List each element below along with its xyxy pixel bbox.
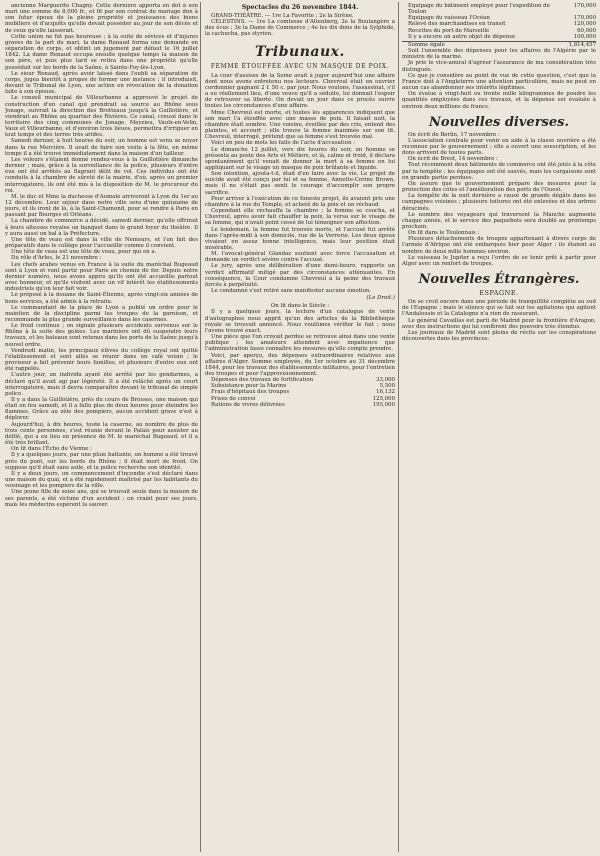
article-paragraph: Aujourd'hui, à dix heures, toute la caserne, au nombre de plus de trois cents personnes, s'est réunie devant le Palais pour assister au défilé, qui a eu lieu en présence de M. le maréchal Bugeaud, et il a été très brillant. [5,421,198,447]
siecle-body [205,309,395,377]
news-paragraph: Tout récemment deux bâtiments de commerce ont été jetés à la côte par la tempête ; les équipages ont été sauvés, mais les cargaisons sont en grande partie perdues. [402,162,596,181]
news-paragraph: La tempête de la nuit dernière a causé de grands dégâts dans les campagnes voisines ; plusieurs toitures ont été enlevées et des arbres déracinés. [402,193,596,212]
column-rule [398,2,399,852]
nouvelles-etrangeres-body [402,299,596,342]
col3-intro [402,48,596,110]
article-paragraph: Samedi dernier, à huit heures du soir, un homme est venu se noyer dans la rue Mercière. Il avait de faire son visite à la fête, en même temps il a été trouvé immédiatement dans la maison d'un tailleur. [5,138,198,157]
article-paragraph: Le conseil municipal de Villeurbanne a approuvé le projet de construction d'un canal qui prendrait sa source au Rhône sous Jonage, suivrait la direction des Brotteaux jusqu'à la Guillotière, et viendrait au Rhône au quartier des Rivières. Ce canal, creusé dans le territoire des cinq communes de Jonage, Meyzieu, Vaulx-en-Velin, Vaux et Villeurbanne, et d'environ trois lieues, permettra d'irriguer en tout temps et des terres très arides. [5,95,198,139]
ledger-row-label: Frais d'hôpitaux des troupes [211,389,290,396]
case-paragraph: Son intention, ajouta-t-il, était d'en faire avec la vie. Le projet de suicide avait été conçu par lui et sa femme, Annette-Corine Brown, mais il ne s'était pas senti le courage d'accomplir son propre sacrifice. [205,171,395,196]
ledger-row-amount: 195,000 [372,401,395,408]
siecle-heading: On lit dans le Siècle : [270,303,330,310]
article-paragraph: Une tête de veau est dans la ville de Nemours, et l'on fait des préparatifs dans le collège pour l'accueillir comme il convient. [5,236,198,250]
ledger-row-amount: 100,000 [573,33,596,40]
news-paragraph: Le vaisseau le Jupiter a reçu l'ordre de se tenir prêt à partir pour Alger avec un renfort de troupes. [402,254,596,267]
news-paragraph: On écrit de Berlin, 17 novembre : [408,131,500,138]
article-paragraph: Il y a quelques jours, la lecture d'un catalogue de vente d'autographes nous apprit qu'un des articles de la Bibliothèque royale se trouvait annoncé. Nous voulûmes vérifier le fait ; nous l'avons trouvé exact. [205,309,395,334]
ledger-row-amount: 16,132 [376,389,395,396]
article-paragraph: Une pièce que l'on croyait perdue se retrouve ainsi dans une vente publique ; les amateurs attendent avec impatience que l'administration fasse connaître les mesures qu'elle compte prendre. [205,334,395,353]
ledger-row-label: Prises de convoi [211,395,256,402]
news-paragraph: On écrit de Brest, 14 novembre : [408,156,498,163]
article-paragraph: Le préposé à la douane de Saint-Étienne, après vingt-six années de bons services, a été admis à la retraite. [5,292,198,305]
ledger-row-amount: 33,000 [376,377,395,384]
case-paragraph: La cour d'assises de la Seine avait à juger aujourd'hui une affaire dont nous avons entretenu nos lecteurs. Chevreul était un ouvrier cordonnier gagnant 2 f. 50 c. par jour. Nous voulons, l'assassinat, s'il a eu réellement lieu, d'une veuve qu'il a séduite, lui donnait l'espoir de retrouver sa liberté. On devait un jour dans ce procès suivre toutes les circonstances d'une affaire. [205,72,395,110]
ledger-row-label: Équipage du bâtiment employé pour l'expédition de Toulon [408,3,550,16]
spectacle-entry: CÉLESTINS. — 1re La comtesse d'Altenberg, 2e la Boulangère a des écus ; 3e la Dame de Commerce ; 4e les dix dons de la Sylphide, la cachucha, pas styrien. [205,19,395,38]
article-paragraph: Le sieur Renaud, après avoir laissé dans l'oubli sa séparation de corps, jugea bientôt à propos de former une instance ; il introduisit, devant le Tribunal de Lyon, une action en révocation de la donation faite à son épouse. [5,70,198,96]
case-paragraph: Pour arriver à l'exécution de ce funeste projet, ils avaient pris une chambre à la rue du Temple, et acheté de la poix et un réchaud. [205,195,395,208]
article-paragraph: Du rôle d'Arles, le 21 novembre : [11,255,102,262]
article-paragraph: Cette union ne fut pas heureuse ; à la suite de sévices et d'injures graves de la part du mari, la dame Renaud forma une demande en séparation de corps, et obtint un jugement par défaut le 16 juillet 1842. La dame Renaud occupa ensuite quelque temps la maison de son père, et puis plus tard se retira dans une propriété qu'elle possédait sur les bords de la Saône, à Sainte-Foy-lès-Lyon. [5,33,198,71]
ledger-row-amount: 120,000 [573,21,596,28]
ledger-row-amount: 5,500 [379,383,395,390]
article-paragraph: Il y a deux jours, un commencement d'incendie s'est déclaré dans une maison du quai, et a été rapidement maîtrisé par les habitants du voisinage et les pompiers de la ville. [5,470,198,490]
spectacles-heading: Spectacles du 26 novembre 1844. [241,4,359,11]
article-paragraph: La chambre de commerce a décidé, samedi dernier, qu'elle offrirait à leurs altesses royales un banquet dans le grand foyer du théâtre. Il y aura aussi un bal à la Préfecture. [5,218,198,237]
nouvelles-diverses-body [402,132,596,267]
news-paragraph: L'association centrale pour venir en aide à la classe ouvrière a été reconnue par le gouvernement ; elle a ouvert une souscription, et les dons arrivent de toutes parts. [402,137,596,157]
article-paragraph: Je prie le vice-amiral d'agréer l'assurance de ma considération très distinguée. [402,60,596,73]
ledger-row-amount: 170,000 [573,15,596,22]
case-paragraph: Voici en peu de mots les faits de l'acte d'accusation : [211,140,355,147]
article-paragraph: Les voleurs s'étaient donné rendez-vous à la Guillotière dimanche dernier ; mais, grâce à la surveillance de la police, plusieurs d'entre eux ont été arrêtés au flagrant délit de vol. Ces individus ont été conduits à la chambre de sûreté de la mairie, d'où, après un premier interrogatoire, ils ont été mis à la disposition de M. le procureur du roi. [5,156,198,194]
ledger-row-amount: 60,000 [577,27,596,34]
case-source: (Le Droit.) [366,295,395,302]
spectacle-entry: GRAND-THÉÂTRE. — 1re La Favorite ; 2e la Sirène. [211,13,354,19]
case-body [205,73,395,295]
news-paragraph: On assure que le gouvernement prépare des mesures pour la protection des côtes et l'amélioration des ports de l'Ouest. [402,180,596,194]
ledger-row [205,402,395,408]
article-paragraph: Il y a dans la Guillotière, près du cours de Brosses, une maison qui était en feu samedi, et il a fallu plus de deux heures pour éteindre les flammes. Grâce au zèle des pompiers, aucun accident grave n'est à déplorer. [5,397,198,422]
expense-ledger [205,377,395,408]
column-1 [5,3,198,852]
ledger-row-amount: 170,000 [573,3,596,9]
foreign-news-paragraph: On se croit encore dans une période de tranquillité complète au sud de l'Espagne ; mais le silence qui se fait sur les agitations qui agitent l'Andalousie et la Catalogne n'a rien de rassurant. [402,299,596,318]
article-paragraph: On lit dans l'Écho de Vienne : [11,446,92,453]
case-paragraph: Mme Chevreul est morte, et toutes les apparences indiquent que son mari l'a étouffée avec une masse de poix. Il faisait nuit, la chambre était sombre. Une voisine, éveillée par des cris, entend des plaintes, et accourt ; elle trouve la femme inanimée sur son lit. Chevreul, interrogé, prétend que sa femme s'est trouvée mal. [205,109,395,141]
ledger-row-label: Il y a encore un autre objet de dépense [408,33,516,40]
espagne-subheading: ESPAGNE. [479,289,519,298]
article-paragraph: Vendredi matin, les principaux élèves du collège royal ont quitté l'établissement et sont allés se réunir dans un café voisin ; le proviseur a fait prévenir leurs familles, et plusieurs d'entre eux ont été rappelés. [5,347,198,373]
article-paragraph: On évalue à vingt-huit ou trente mille kilogrammes de poudre les quantités employées dans ces travaux, et la dépense est évaluée à environ deux millions de francs. [402,91,596,110]
column-3 [402,3,596,852]
case-paragraph: Le jury, après une délibération d'une demi-heure, rapporte un verdict affirmatif mitigé par des circonstances atténuantes. En conséquence, la Cour condamne Chevreul à la peine des travaux forcés à perpétuité. [205,263,395,288]
ledger-row-label: Subsistance pour la Marine [211,383,287,390]
column-2 [205,3,395,852]
nouvelles-diverses-heading: Nouvelles diverses. [429,114,569,130]
ledger-row [402,34,596,40]
tribunaux-heading: Tribunaux. [255,43,345,60]
news-paragraph: On lit dans le Toulonnais : [408,230,480,237]
article-paragraph: ancienne Marguerite Chagny. Cette dernière apporta en dot à son mari une somme de 8,000 fr., et fit par son contrat de mariage don à son futur époux de la pleine propriété et jouissance des biens mobiliers et d'acquêts qu'elle devait posséder au jour de son décès et de ceux qu'elle laisserait. [5,3,198,34]
article-paragraph: Une jeune fille de seize ans, qui se trouvait seule dans la maison de ses parents, a été victime d'un accident ; on craint pour ses jours, mais les médecins espèrent la sauver. [5,489,198,508]
foreign-news-paragraph: Le général Cavaillas est parti de Madrid pour la frontière d'Aragon, avec des instructions qui lui confèrent des pouvoirs très étendus. [402,317,596,330]
article-paragraph: Ce que je considère au point de vue de cette question, c'est que la France doit à l'Angleterre une attention particulière, mais ne peut en aucun cas abandonner ses intérêts légitimes. [402,72,596,92]
ledger-row-label: Dépenses des travaux de fortification [211,377,314,384]
article-paragraph: Les chefs arabes venus en France à la suite du maréchal Bugeaud sont à Lyon et vont partir pour Paris en chemin de fer. Depuis notre dernier numéro, nous avons appris qu'ils ont été accueillis partout avec honneur, et qu'ils visitent avec un vif intérêt les établissements industriels qu'on leur fait voir. [5,261,198,293]
column-rule [200,2,201,852]
ledger-total-label: Somme égale [408,41,445,48]
ledger-row [402,3,596,15]
news-paragraph: Plusieurs détachements de troupes appartenant à divers corps de l'armée d'Afrique ont été embarqués hier pour Alger ; ils étaient au nombre de deux mille hommes environ. [402,236,596,255]
case-paragraph: Le lendemain, la femme fut trouvée morte, et l'accusé fut arrêté dans l'après-midi à son domicile, rue de la Verrerie. Les deux époux vivaient en assez bonne intelligence, mais leur position était misérable. [205,226,395,251]
nouvelles-etrangeres-heading: Nouvelles Étrangères. [418,272,580,288]
ledger-row-label: Recettes du port de Marseille [408,27,490,34]
case-paragraph: Cependant elle réchauffa la chambre ; la femme se coucha, et Chevreul, après avoir fait chauffer la poix, la versa sur le visage de sa femme, qui n'avait point cessé de lui témoigner son affection. [205,208,395,227]
ledger-row-label: Équipage du vaisseau l'Océan [408,15,490,22]
case-paragraph: M. l'avocat-général Glandaz soutient avec force l'accusation et demande un verdict sévère contre l'accusé. [205,251,395,264]
news-paragraph: Le nombre des voyageurs qui traversent la Manche augmente chaque année, et le service des paquebots sera doublé au printemps prochain. [402,211,596,230]
expense-ledger-continued [402,3,596,40]
case-title: FEMME ÉTOUFFÉE AVEC UN MASQUE DE POIX. [210,62,390,70]
ledger-total-amount: 1,814,457 [568,41,596,48]
ledger-row-amount: 125,000 [372,395,395,402]
spectacles-list [205,13,395,38]
case-paragraph: Le condamné s'est retiré sans manifester aucune émotion. [211,288,372,295]
article-paragraph: Voici, par aperçu, des dépenses extraordinaires relatives aux affaires d'Alger. Somme employée, du 1er octobre au 31 décembre 1844, pour les travaux des établissements militaires, pour l'entretien des troupes et pour l'approvisionnement. [205,352,395,377]
case-paragraph: Le dimanche 12 juillet, vers dix heures du soir, un homme se présenta au poste des Arts et Métiers, et là, calme et froid, il déclara spontanément qu'il venait de donner la mort à sa femme en lui appliquant sur le visage un masque de poix brûlante et liquide. [205,146,395,171]
ledger-row-label: Relevé des marchandises en transit [408,21,506,28]
foreign-news-paragraph: Les journaux de Madrid sont pleins de récits sur les conspirations découvertes dans les provinces. [402,329,596,343]
article-paragraph: Une tête de veau est une tête de veau, pour qui en a. [11,249,157,256]
article-paragraph: Le froid continue ; on signale plusieurs accidents survenus sur le Rhône à la suite des gelées. Les mariniers ont dû suspendre leurs travaux, et les bateaux sont retenus dans les ports de la Saône jusqu'à nouvel ordre. [5,323,198,348]
article-paragraph: L'autre jour, un individu ayant été arrêté par les gendarmes, a déclaré qu'il avait agi par légèreté. Il a été relâché après un court interrogatoire, mais il devra comparaître devant le tribunal de simple police. [5,372,198,397]
article-paragraph: Soit l'ensemble des dépenses pour les affaires de l'Algérie par le ministre de la marine. [402,48,596,61]
article-paragraph: M. le duc et Mme la duchesse d'Aumale arriveront à Lyon du 1er au 12 décembre. Leur séjour dans notre ville sera d'une quinzaine de jours, et ils iront de là, à la Saint-Chamond, pour se rendre à Paris en passant par Bourges et Orléans. [5,193,198,219]
ledger-row-label: Rations de vivres délivrées [211,401,285,408]
article-paragraph: Il y a quelques jours, par une pluie battante, un homme a été trouvé près du pont, sur les bords du Rhône ; il était mort de froid. On suppose qu'il était sans asile, et la police recherche son identité. [5,452,198,471]
article-paragraph: Le commandant de la place de Lyon a publié un ordre pour le maintien de la discipline parmi les troupes de la garnison, et recommande la plus grande surveillance dans les casernes. [5,304,198,323]
